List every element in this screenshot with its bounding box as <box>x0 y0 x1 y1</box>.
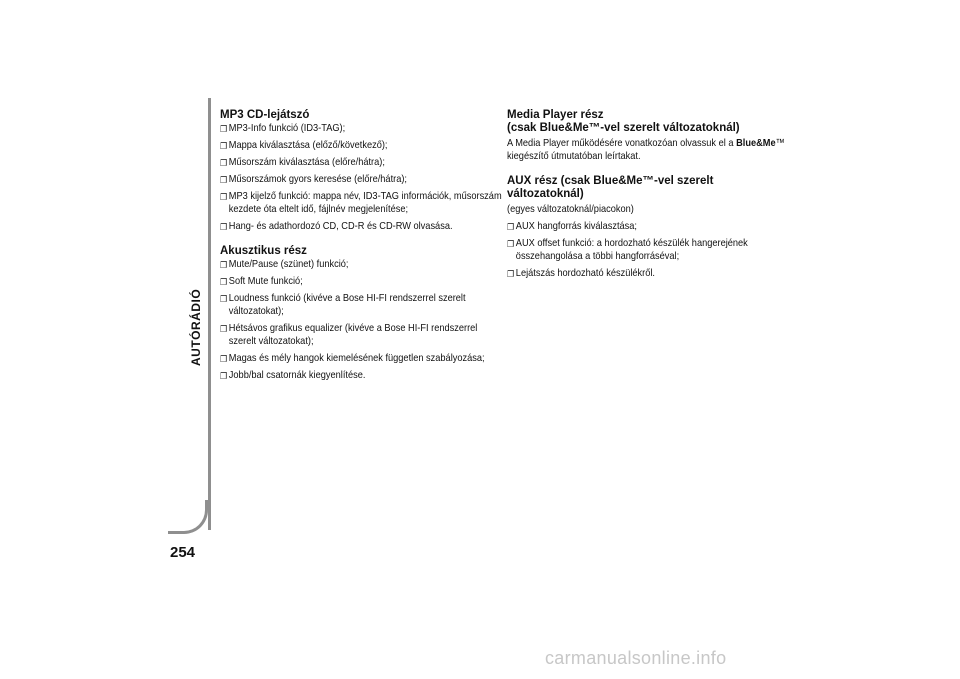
sidebar-rule-corner <box>168 500 208 534</box>
ballot-box-icon: ❐ <box>507 239 515 249</box>
blue-me-brand: Blue&Me <box>736 137 776 149</box>
list-item: ❐ Loudness funkció (kivéve a Bose HI-FI rendszerrel szerelt változatokat); <box>220 292 466 317</box>
list-item: ❐ Magas és mély hangok kiemelésének független szabályozása; <box>220 352 485 364</box>
media-paragraph: A Media Player működésére vonatkozóan olvassuk el a Blue&Me™ kiegészítő útmutatóban leírtakat. <box>507 137 785 162</box>
media-heading-line1: Media Player rész <box>507 109 604 121</box>
list-item: ❐ Hang- és adathordozó CD, CD-R és CD-RW olvasása. <box>220 220 453 232</box>
ballot-box-icon: ❐ <box>220 260 228 270</box>
aux-list <box>507 220 787 280</box>
media-heading-line2: (csak Blue&Me™-vel szerelt változatoknál) <box>507 122 740 134</box>
media-player-section <box>507 109 787 163</box>
list-item: ❐ MP3-Info funkció (ID3-TAG); <box>220 122 346 134</box>
list-item: ❐ Mute/Pause (szünet) funkció; <box>220 258 349 270</box>
ballot-box-icon: ❐ <box>220 371 228 381</box>
ballot-box-icon: ❐ <box>220 324 228 334</box>
ballot-box-icon: ❐ <box>220 354 228 364</box>
section-label: AUTÓRÁDIÓ <box>189 288 203 366</box>
ballot-box-icon: ❐ <box>507 269 515 279</box>
mp3-list <box>220 122 502 233</box>
acoustic-section <box>220 245 495 382</box>
mp3-heading: MP3 CD-lejátszó <box>220 109 310 121</box>
ballot-box-icon: ❐ <box>507 222 515 232</box>
ballot-box-icon: ❐ <box>220 175 228 185</box>
list-item: ❐ MP3 kijelző funkció: mappa név, ID3-TAG információk, műsorszám kezdete óta eltelt idő, fájlnév megjelenítése; <box>220 190 502 215</box>
list-item: ❐ Műsorszám kiválasztása (előre/hátra); <box>220 156 385 168</box>
watermark: carmanualsonline.info <box>545 648 727 668</box>
aux-subtitle: (egyes változatoknál/piacokon) <box>507 203 634 215</box>
list-item: ❐ Műsorszámok gyors keresése (előre/hátra); <box>220 173 407 185</box>
list-item: ❐ Mappa kiválasztása (előző/következő); <box>220 139 388 151</box>
aux-section <box>507 175 787 280</box>
ballot-box-icon: ❐ <box>220 141 228 151</box>
ballot-box-icon: ❐ <box>220 222 228 232</box>
right-column <box>507 109 787 292</box>
ballot-box-icon: ❐ <box>220 277 228 287</box>
ballot-box-icon: ❐ <box>220 294 228 304</box>
ballot-box-icon: ❐ <box>220 192 228 202</box>
list-item: ❐ Jobb/bal csatornák kiegyenlítése. <box>220 369 366 381</box>
aux-heading: AUX rész (csak Blue&Me™-vel szerelt változatoknál) <box>507 175 714 200</box>
ballot-box-icon: ❐ <box>220 158 228 168</box>
acoustic-heading: Akusztikus rész <box>220 245 307 257</box>
left-column <box>220 109 502 394</box>
list-item: ❐ Hétsávos grafikus equalizer (kivéve a Bose HI-FI rendszerrel szerelt változatokat); <box>220 322 478 347</box>
sidebar-rule <box>208 98 211 530</box>
list-item: ❐ AUX offset funkció: a hordozható készülék hangerejének összehangolása a többi hangforráséval; <box>507 237 748 262</box>
mp3-section <box>220 109 502 233</box>
acoustic-list <box>220 258 495 382</box>
list-item: ❐ AUX hangforrás kiválasztása; <box>507 220 638 232</box>
ballot-box-icon: ❐ <box>220 124 228 134</box>
page-number: 254 <box>170 544 196 561</box>
list-item: ❐ Lejátszás hordozható készülékről. <box>507 267 655 279</box>
list-item: ❐ Soft Mute funkció; <box>220 275 303 287</box>
